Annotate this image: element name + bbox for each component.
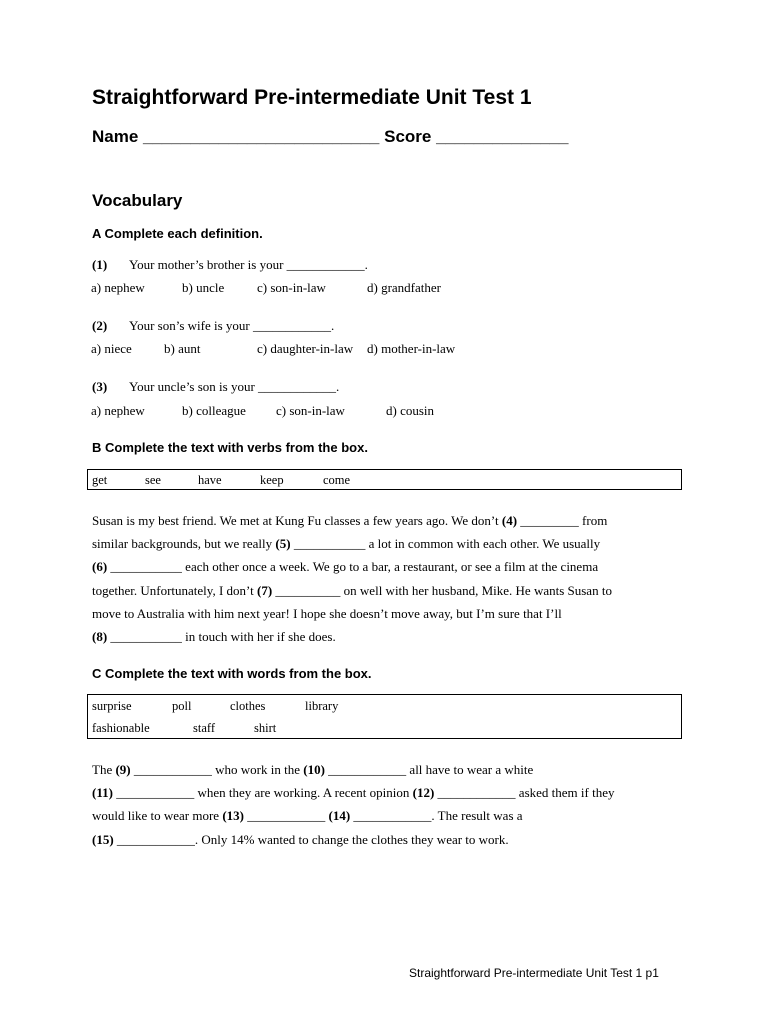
option-b: b) uncle (182, 280, 225, 295)
question-number: (1) (92, 257, 108, 272)
blank-number: (9) (115, 762, 131, 777)
option-d: d) mother-in-law (367, 341, 456, 356)
blank-number: (10) (303, 762, 325, 777)
question-3 (92, 379, 339, 395)
text-segment: would like to wear more (92, 808, 223, 824)
section-b-instruction: B Complete the text with verbs from the box. (92, 440, 368, 455)
option-a: a) nephew (91, 280, 145, 295)
box-word: staff (193, 721, 215, 735)
blank-number: (5) (275, 536, 291, 552)
name-score-line: Name _________________________ Score ______________ (92, 127, 569, 146)
verb-box (87, 469, 682, 490)
blank-number: (4) (501, 513, 518, 528)
text-segment: ____________ all have to wear a white (324, 762, 534, 777)
question-2 (92, 318, 334, 334)
section-c-instruction: C Complete the text with words from the box. (92, 666, 372, 681)
option-c: c) daughter-in-law (257, 341, 354, 356)
text-segment: ____________. Only 14% wanted to change the clothes they wear to work. (113, 831, 509, 847)
box-word: shirt (254, 721, 277, 735)
text-segment: ____________ when they are working. A recent opinion (112, 785, 413, 801)
option-d: d) cousin (386, 403, 435, 418)
text-segment: together. Unfortunately, I don’t (92, 582, 257, 598)
option-c: c) son-in-law (276, 403, 345, 418)
word-box (87, 694, 682, 739)
paragraph-line (92, 583, 612, 599)
text-segment: The (92, 762, 116, 777)
text-segment: ____________ asked them if they (434, 785, 615, 801)
option-d: d) grandfather (367, 280, 441, 295)
page-footer: Straightforward Pre-intermediate Unit Test 1 p1 (409, 966, 659, 980)
blank-number: (13) (222, 808, 244, 824)
box-word: come (323, 473, 351, 487)
paragraph-line (92, 785, 614, 801)
option-a: a) nephew (91, 403, 145, 418)
text-segment: ____________ (244, 808, 329, 824)
paragraph-line (92, 629, 336, 645)
text-segment: ___________ in touch with her if she does. (107, 629, 336, 644)
text-segment: _________ from (517, 513, 608, 528)
question-stem: Your mother’s brother is your ____________. (129, 257, 368, 272)
question-1 (92, 257, 368, 273)
paragraph-line (92, 808, 523, 824)
page-title: Straightforward Pre-intermediate Unit Test 1 (92, 86, 532, 109)
option-a: a) niece (91, 341, 132, 356)
text-segment: ___________ a lot in common with each other. We usually (290, 536, 601, 552)
box-word: fashionable (92, 721, 150, 735)
box-word: see (145, 473, 161, 487)
option-c: c) son-in-law (257, 280, 326, 295)
question-stem: Your son’s wife is your ____________. (129, 318, 335, 333)
section-a-instruction: A Complete each definition. (92, 226, 263, 241)
box-word: get (92, 473, 108, 487)
blank-number: (14) (328, 808, 351, 824)
blank-number: (6) (92, 559, 108, 575)
blank-number: (12) (412, 785, 435, 801)
blank-number: (15) (92, 831, 114, 847)
paragraph-line (92, 513, 607, 529)
section-heading-vocabulary: Vocabulary (92, 191, 183, 210)
option-b: b) aunt (164, 341, 201, 356)
text-segment: __________ on well with her husband, Mike. He wants Susan to (272, 582, 612, 598)
text-segment: Susan is my best friend. We met at Kung Fu classes a few years ago. We don’t (92, 513, 502, 528)
blank-number: (11) (92, 785, 113, 801)
option-b: b) colleague (182, 403, 246, 418)
paragraph-line (92, 762, 533, 778)
question-number: (2) (92, 318, 108, 333)
box-word: keep (260, 473, 284, 487)
paragraph-line (92, 559, 598, 575)
text-segment: ____________. The result was a (350, 808, 523, 824)
text-segment: move to Australia with him next year! I hope she doesn’t move away, but I’m sure that I’ll (92, 605, 562, 621)
question-stem: Your uncle’s son is your ____________. (129, 379, 340, 394)
paragraph-line (92, 606, 562, 622)
text-segment: ____________ who work in the (130, 762, 304, 777)
question-number: (3) (92, 379, 108, 394)
text-segment: similar backgrounds, but we really (92, 536, 276, 552)
box-word: have (198, 473, 222, 487)
blank-number: (8) (92, 629, 108, 644)
blank-number: (7) (257, 582, 273, 598)
box-word: poll (172, 699, 192, 713)
box-word: library (305, 699, 339, 713)
box-word: surprise (92, 699, 132, 713)
box-word: clothes (230, 699, 266, 713)
text-segment: ___________ each other once a week. We go to a bar, a restaurant, or see a film at the cinema (107, 559, 599, 575)
paragraph-line (92, 536, 600, 552)
paragraph-line (92, 832, 509, 848)
